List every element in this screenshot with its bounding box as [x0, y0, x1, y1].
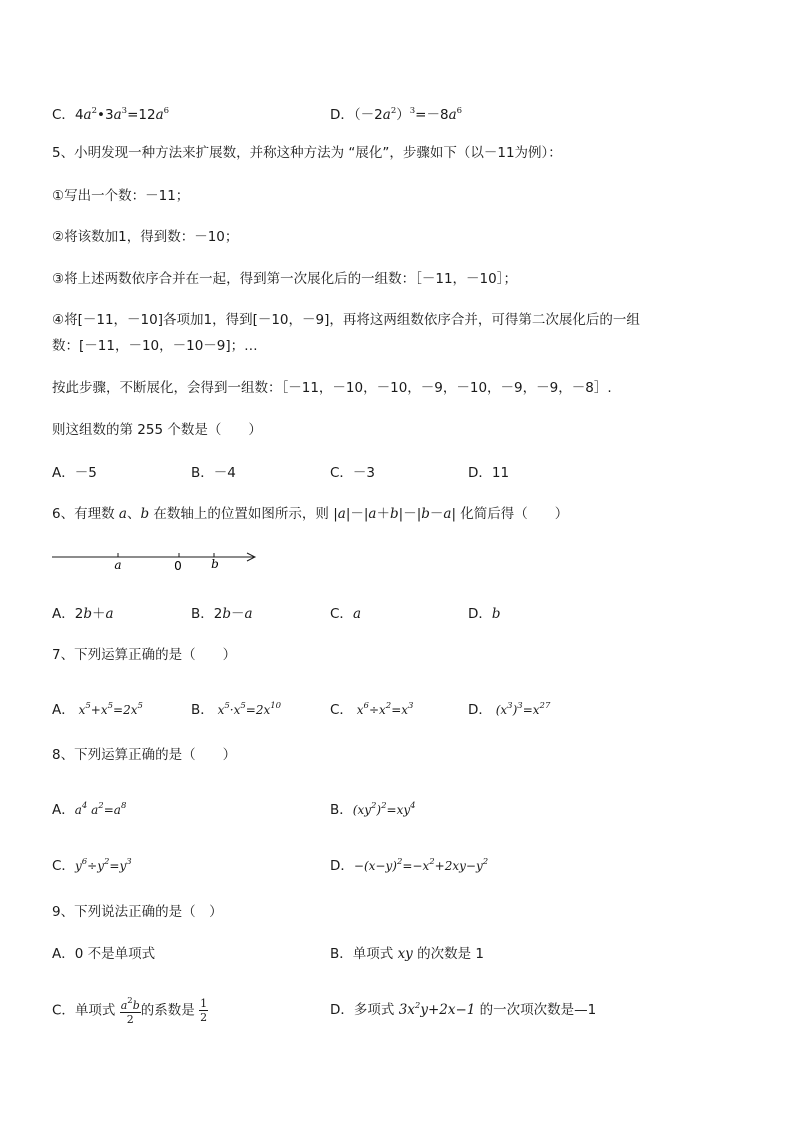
q5-stem: 5、小明发现一种方法来扩展数，并称这种方法为 “展化”，步骤如下（以－11为例）：: [52, 145, 562, 161]
q8-option-b: B．$(xy^2)^2=xy^4$: [330, 801, 416, 818]
q8-option-a: A．$a^4$ $a^2=a^8$: [52, 801, 127, 818]
q5-step4a: ④将[－11，－10]各项加1，得到[－10，－9]，再将这两组数依序合并，可得第二次展化后的一组: [52, 312, 640, 328]
q6-option-b: B．2b－a: [191, 606, 253, 622]
q5-step3: ③将上述两数依序合并在一起，得到第一次展化后的一组数：［－11，－10］；: [52, 271, 517, 287]
q6-option-c: C．a: [330, 606, 361, 622]
q6-option-a: A．2b＋a: [52, 606, 114, 622]
q7-stem: 7、下列运算正确的是（ ）: [52, 647, 237, 663]
axis-label-b: b: [211, 557, 219, 571]
axis-label-a: a: [114, 558, 122, 572]
q9-option-d: D．多项式 $3x^2y+2x-1$ 的一次项次数是—1: [330, 1001, 597, 1018]
q8-stem: 8、下列运算正确的是（ ）: [52, 747, 237, 763]
q9-option-b: B．单项式 xy 的次数是 1: [330, 946, 484, 962]
q5-option-b: B．－4: [191, 465, 236, 481]
q9-stem: 9、下列说法正确的是（ ）: [52, 904, 223, 920]
fraction-one-half: $\frac{1}{2}$: [200, 997, 208, 1024]
q9-option-a: A．0 不是单项式: [52, 946, 156, 962]
q5-question: 则这组数的第 255 个数是（ ）: [52, 422, 262, 438]
q5-step1: ①写出一个数：－11；: [52, 188, 190, 204]
q8-option-d: D．$-(x-y)^2=-x^2+2xy-y^2$: [330, 857, 489, 874]
prev-option-c: C．$4a^2•3a^3=12a^6$: [52, 106, 170, 123]
q5-step4b: 数：[－11，－10，－10－9]；…: [52, 338, 258, 354]
q7-option-c: C． $x^6\div x^2=x^3$: [330, 701, 414, 718]
q6-stem: 6、有理数 a、b 在数轴上的位置如图所示，则 |a|－|a＋b|－|b－a| 化简后得（ ）: [52, 506, 569, 522]
fraction-a2b-over-2: $\frac{a^2b}{2}$: [120, 996, 140, 1026]
q9-option-c: C．单项式 $\frac{a^2b}{2}$ 的系数是 $\frac{1}{2}$: [52, 996, 208, 1026]
q6-option-d: D．b: [468, 606, 501, 622]
q7-option-b: B． $x^5\cdot x^5=2x^{10}$: [191, 701, 282, 718]
axis-label-zero: 0: [174, 559, 182, 573]
q7-option-a: A． $x^5+x^5=2x^5$: [52, 701, 143, 718]
q5-option-a: A．－5: [52, 465, 97, 481]
q7-option-d: D． $(x^3)^3=x^{27}$: [468, 701, 551, 718]
q5-step2: ②将该数加1，得到数：－10；: [52, 229, 239, 245]
number-line: [50, 548, 262, 576]
q5-result: 按此步骤，不断展化，会得到一组数：［－11，－10，－10，－9，－10，－9，－9，－8］.: [52, 380, 612, 396]
q8-option-c: C．$y^6\div y^2=y^3$: [52, 857, 132, 874]
q5-option-d: D．11: [468, 465, 510, 481]
prev-option-d: D．$(-2a^2)^3=-8a^6$: [330, 106, 463, 123]
q5-option-c: C．－3: [330, 465, 376, 481]
